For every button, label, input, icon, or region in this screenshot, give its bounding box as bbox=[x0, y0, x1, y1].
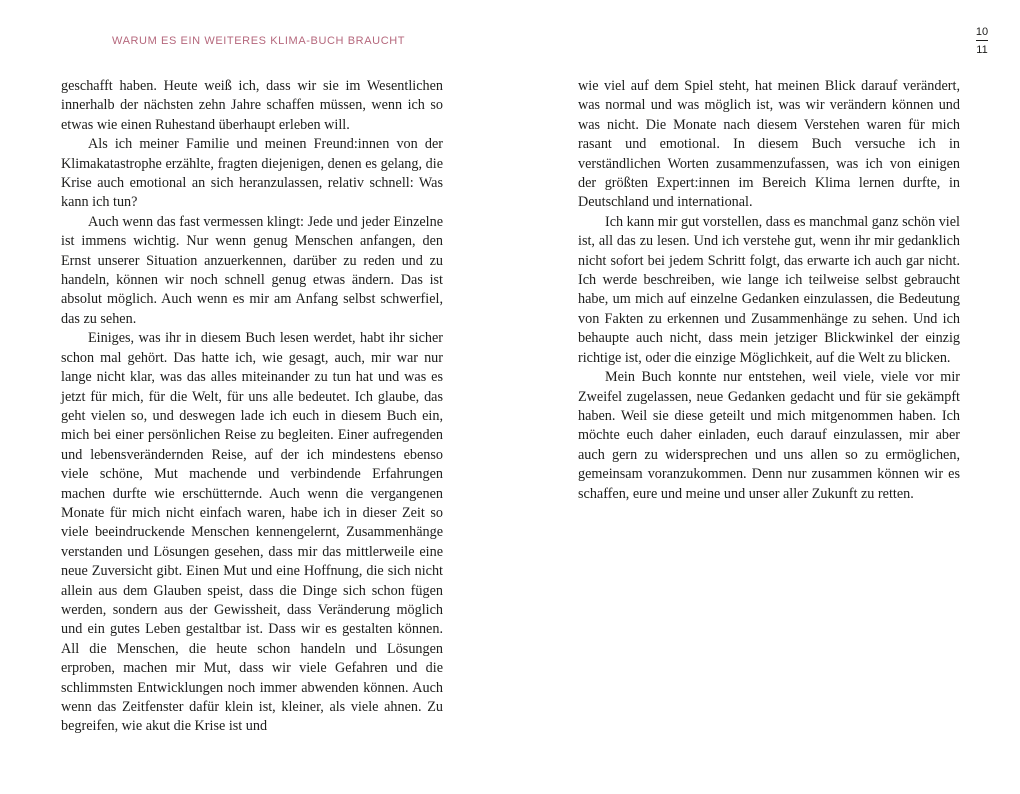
paragraph: Ich kann mir gut vorstellen, dass es manchmal ganz schön viel ist, all das zu lesen. Und ich verstehe gut, wenn ihr mir gedanklich nicht sofort bei jedem Schritt folgt, das erwarte ich auch gar nicht. Ich werde beschreiben, wie lange ich teilweise selbst gebraucht habe, um mich auf einzelne Gedanken einzulassen, die Bedeutung von Fakten zu erkennen und Zusammenhänge zu sehen. Und ich behaupte auch nicht, dass mein jetziger Blickwinkel der einzig richtige ist, oder die einzige Möglichkeit, auf die Welt zu blicken. bbox=[578, 213, 960, 366]
page-number-left: 10 bbox=[975, 26, 989, 38]
page-number-right: 11 bbox=[976, 44, 988, 56]
left-page-text bbox=[61, 77, 443, 737]
paragraph: Einiges, was ihr in diesem Buch lesen werdet, habt ihr sicher schon mal gehört. Das hatte ich, wie gesagt, auch, mir war nur lange nicht klar, was das alles miteinander zu tun hat und was es jetzt für mich, für die Welt, für uns alle bedeutet. Ich glaube, das geht vielen so, und deswegen lade ich euch in diesem Buch ein, mich bei einer persönlichen Reise zu begleiten. Einer aufregenden und lebensverändernden Reise, auf der ich mindestens ebenso viele schöne, Mut machende und verbindende Erfahrungen machen durfte wie erschütternde. Auch wenn die vergangenen Monate für mich nicht einfach waren, habe ich in dieser Zeit so viele beeindruckende Menschen kennengelernt, Zusammenhänge verstanden und Lösungen gesehen, dass mir das mittlerweile eine neue Zuversicht gibt. Einen Mut und eine Hoffnung, die sich nicht allein aus dem Glauben speist, dass die Dinge sich schon fügen werden, sondern aus der Gewissheit, dass Veränderung möglich und ein gutes Leben gestaltbar ist. Dass wir es gestalten können. All die Menschen, die heute schon handeln und Lösungen erproben, machen mir Mut, dass wir viele Gefahren und die schlimmsten Entwicklungen noch immer abwenden können. Auch wenn das Zeitfenster dafür klein ist, kleiner, als viele ahnen. Zu begreifen, wie akut die Krise ist und bbox=[61, 330, 443, 735]
paragraph: geschafft haben. Heute weiß ich, dass wir sie im Wesentlichen innerhalb der nächsten zehn Jahre schaffen müssen, wenn ich so etwas wie einen Ruhestand überhaupt erleben will. bbox=[61, 78, 443, 133]
paragraph: Mein Buch konnte nur entstehen, weil viele, viele vor mir Zweifel zugelassen, neue Gedanken gedacht und für sie gekämpft haben. Weil sie diese geteilt und mich mitgenommen haben. Ich möchte euch daher einladen, euch darauf einzulassen, mir aber auch gern zu widersprechen und uns allen so zu ermöglichen, gemeinsam voranzukommen. Denn nur zusammen können wir es schaffen, eure und meine und unser aller Zukunft zu retten. bbox=[578, 369, 960, 502]
right-page-text bbox=[578, 77, 960, 504]
running-head: WARUM ES EIN WEITERES KLIMA-BUCH BRAUCHT bbox=[112, 35, 406, 47]
page-number-divider bbox=[976, 40, 988, 41]
paragraph: Als ich meiner Familie und meinen Freund:innen von der Klimakatastrophe erzählte, fragten diejenigen, denen es gelang, die Krise auch emotional an sich heranzulassen, relativ schnell: Was kann ich tun? bbox=[61, 136, 443, 211]
paragraph: wie viel auf dem Spiel steht, hat meinen Blick darauf verändert, was normal und was möglich ist, was wir verändern können und was nicht. Die Monate nach diesem Verstehen waren für mich rasant und emotional. In diesem Buch versuche ich in verständlichen Worten zusammenzufassen, was ich von einigen der größten Expert:innen im Bereich Klima lernen durfte, in Deutschland und international. bbox=[578, 78, 960, 211]
paragraph: Auch wenn das fast vermessen klingt: Jede und jeder Einzelne ist immens wichtig. Nur wenn genug Menschen anfangen, den Ernst unserer Situation anzuerkennen, darüber zu reden und zu handeln, können wir noch schnell genug etwas ändern. Das ist absolut möglich. Auch wenn es mir am Anfang selbst schwerfiel, das zu sehen. bbox=[61, 213, 443, 327]
page-numbers bbox=[968, 25, 996, 57]
